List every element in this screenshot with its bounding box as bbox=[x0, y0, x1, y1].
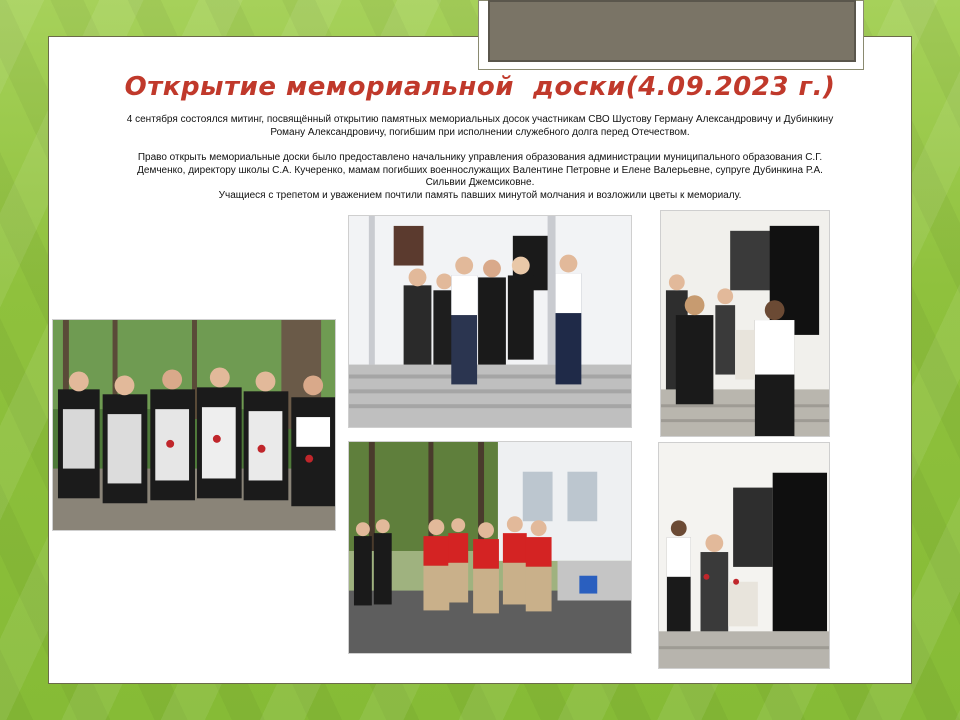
paragraph-1: 4 сентября состоялся митинг, посвящённый открытию памятных мемориальных досок участникам СВО Шустову Герману Александровичу и Дубинкину Роману Александровичу, погибшим при исполнении служебного долга перед Отечеством. bbox=[126, 114, 834, 138]
photo-students-with-flowers bbox=[52, 319, 336, 531]
photo-unveiling-plaque bbox=[660, 210, 830, 437]
photo-cadets-in-red bbox=[348, 441, 632, 654]
header-decor-block bbox=[488, 0, 856, 62]
photo-speakers-on-steps bbox=[348, 215, 632, 428]
photo-plaque-covered bbox=[658, 442, 830, 669]
slide-title: Открытие мемориальной доски(4.09.2023 г.) bbox=[124, 72, 836, 102]
paragraph-2: Право открыть мемориальные доски было предоставлено начальнику управления образования администрации муниципального образования С.Г. Демченко, директору школы С.А. Кучеренко, мамам погибших военнослужащих Валентине Петровне и Елене Валерьевне, супруге Дубинкина Р.А. Сильвии Джемсиковне. bbox=[137, 152, 823, 188]
paragraph-3: Учащиеся с трепетом и уважением почтили память павших минутой молчания и возложили цветы к мемориалу. bbox=[218, 190, 742, 201]
